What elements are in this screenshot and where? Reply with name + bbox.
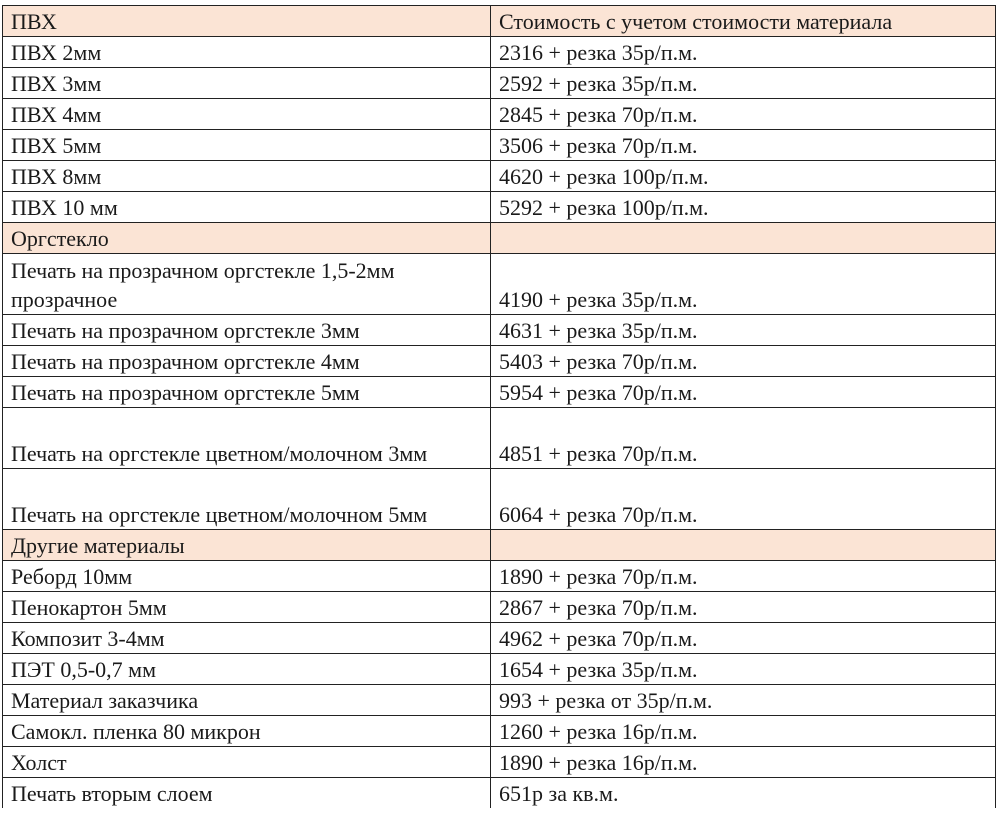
table-row: [3, 315, 996, 346]
material-price: 1890 + резка 16р/п.м.: [491, 747, 996, 778]
table-row: [3, 685, 996, 716]
table-row: [3, 561, 996, 592]
material-price: 2867 + резка 70р/п.м.: [491, 592, 996, 623]
header-category: ПВХ: [3, 6, 491, 37]
material-name: ПВХ 2мм: [3, 37, 491, 68]
material-name: Печать на оргстекле цветном/молочном 5мм: [3, 469, 491, 530]
material-price: 3506 + резка 70р/п.м.: [491, 130, 996, 161]
material-name: Печать на прозрачном оргстекле 1,5-2мм прозрачное: [3, 254, 491, 315]
section-empty-cell: [491, 530, 996, 561]
material-price: 993 + резка от 35р/п.м.: [491, 685, 996, 716]
material-name: Реборд 10мм: [3, 561, 491, 592]
material-name: ПВХ 3мм: [3, 68, 491, 99]
material-name: Печать на прозрачном оргстекле 4мм: [3, 346, 491, 377]
material-price: 2845 + резка 70р/п.м.: [491, 99, 996, 130]
material-name: Печать на оргстекле цветном/молочном 3мм: [3, 408, 491, 469]
header-row: [3, 6, 996, 37]
price-table: [2, 5, 996, 808]
section-row-other-materials: [3, 530, 996, 561]
material-name: ПВХ 10 мм: [3, 192, 491, 223]
material-price: 1890 + резка 70р/п.м.: [491, 561, 996, 592]
section-title: Другие материалы: [3, 530, 491, 561]
material-price: 2592 + резка 35р/п.м.: [491, 68, 996, 99]
material-name: ПВХ 4мм: [3, 99, 491, 130]
material-name: Холст: [3, 747, 491, 778]
table-row: [3, 99, 996, 130]
material-price: 4631 + резка 35р/п.м.: [491, 315, 996, 346]
table-row: [3, 747, 996, 778]
table-row: [3, 469, 996, 530]
material-name: Печать на прозрачном оргстекле 5мм: [3, 377, 491, 408]
material-price: 5954 + резка 70р/п.м.: [491, 377, 996, 408]
table-row: [3, 254, 996, 315]
material-price: 4851 + резка 70р/п.м.: [491, 408, 996, 469]
material-price: 4962 + резка 70р/п.м.: [491, 623, 996, 654]
table-row: [3, 408, 996, 469]
section-row-orgsteklo: [3, 223, 996, 254]
table-row: [3, 68, 996, 99]
section-empty-cell: [491, 223, 996, 254]
table-row: [3, 192, 996, 223]
table-row: [3, 130, 996, 161]
material-name: Самокл. пленка 80 микрон: [3, 716, 491, 747]
material-price: 651р за кв.м.: [491, 778, 996, 809]
table-row: [3, 592, 996, 623]
table-row: [3, 623, 996, 654]
material-price: 2316 + резка 35р/п.м.: [491, 37, 996, 68]
header-price: Стоимость с учетом стоимости материала: [491, 6, 996, 37]
table-row: [3, 37, 996, 68]
material-name: ПВХ 8мм: [3, 161, 491, 192]
material-name: Печать вторым слоем: [3, 778, 491, 809]
material-price: 5292 + резка 100р/п.м.: [491, 192, 996, 223]
material-price: 1654 + резка 35р/п.м.: [491, 654, 996, 685]
table-row: [3, 654, 996, 685]
material-price: 5403 + резка 70р/п.м.: [491, 346, 996, 377]
material-price: 6064 + резка 70р/п.м.: [491, 469, 996, 530]
section-title: Оргстекло: [3, 223, 491, 254]
table-row: [3, 377, 996, 408]
material-name: Пенокартон 5мм: [3, 592, 491, 623]
table-row: [3, 716, 996, 747]
material-name: Композит 3-4мм: [3, 623, 491, 654]
material-name: Печать на прозрачном оргстекле 3мм: [3, 315, 491, 346]
material-name: Материал заказчика: [3, 685, 491, 716]
material-price: 4190 + резка 35р/п.м.: [491, 254, 996, 315]
material-name: ПЭТ 0,5-0,7 мм: [3, 654, 491, 685]
material-price: 4620 + резка 100р/п.м.: [491, 161, 996, 192]
material-price: 1260 + резка 16р/п.м.: [491, 716, 996, 747]
material-name: ПВХ 5мм: [3, 130, 491, 161]
table-row: [3, 778, 996, 809]
table-row: [3, 161, 996, 192]
table-row: [3, 346, 996, 377]
